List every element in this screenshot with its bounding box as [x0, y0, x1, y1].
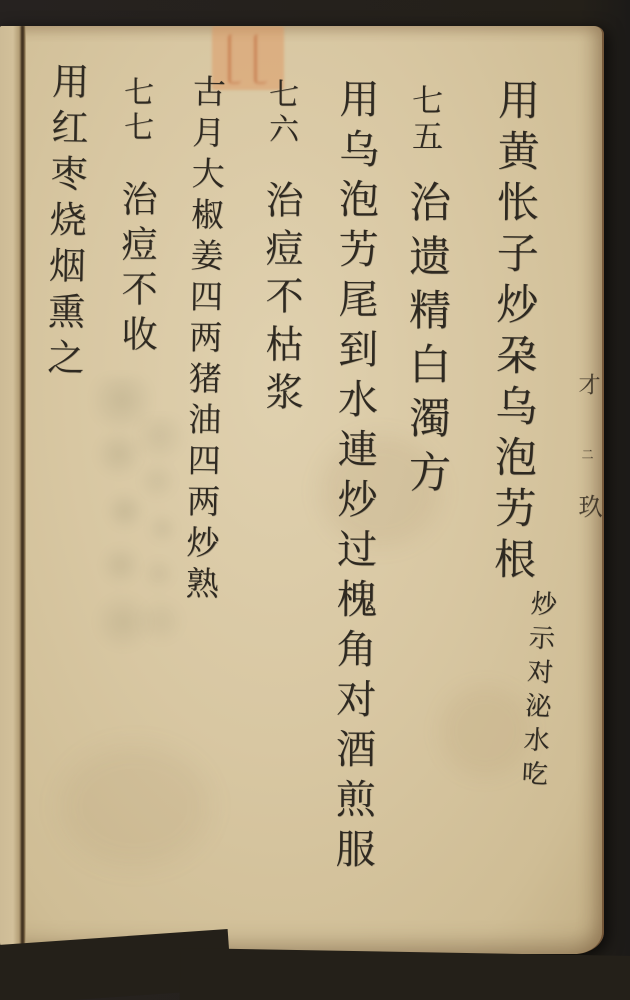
column-6-remedy-number: 七七 [118, 76, 153, 146]
column-6-remedy-title: 治痘不收 [116, 180, 157, 360]
column-4-remedy-number: 七六 [263, 78, 298, 148]
column-7-recipe-body: 用红枣烧烟熏之 [40, 61, 89, 385]
fore-edge-mark: 二 [580, 448, 594, 460]
photo-shadow-corner [180, 948, 630, 1000]
column-2-remedy-title: 治遗精白濁方 [403, 180, 452, 504]
column-3-recipe-body: 用乌泡艻尾到水連炒过槐角对酒煎服 [328, 77, 380, 879]
paper-stain [60, 746, 210, 866]
binding-crease [21, 26, 24, 954]
column-2-remedy-number: 七五 [406, 84, 442, 156]
bleed-through-text [92, 376, 152, 676]
column-1-dosage-note: 炒示对泌水吃 [516, 589, 557, 795]
column-1-recipe-body: 用黄怅子炒朶乌泡艻根 [487, 77, 542, 589]
fore-edge-mark: 玖 [574, 494, 602, 518]
column-5-recipe-body: 古月大椒姜四两猪油四两炒熟 [180, 73, 227, 608]
fore-edge-mark: 才 [575, 373, 600, 395]
seal-script-mark [254, 34, 267, 84]
column-4-remedy-title: 治痘不枯浆 [259, 180, 303, 420]
